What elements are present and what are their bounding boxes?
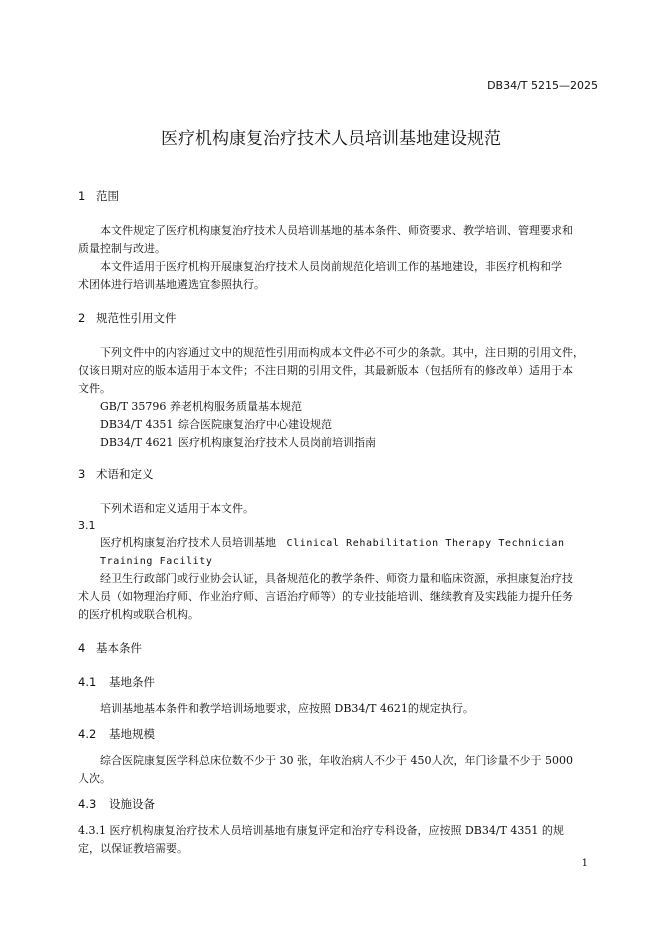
reference-title: 医疗机构康复治疗技术人员岗前培训指南 [178, 436, 376, 449]
term-definition-line2: 术人员（如物理治疗师、作业治疗师、言语治疗师等）的专业技能培训、继续教育及实践能力提升任务 [78, 590, 573, 603]
section-number: 2 [78, 311, 86, 325]
s1-para2-line2: 术团体进行培训基地遴选宜参照执行。 [78, 278, 265, 291]
reference-item [100, 416, 332, 432]
s1-para1-line2: 质量控制与改进。 [78, 242, 166, 255]
subsection-title: 基地条件 [109, 675, 155, 689]
subsection-4-2-heading [78, 726, 155, 742]
section-4-heading [78, 640, 142, 656]
s3-intro: 下列术语和定义适用于本文件。 [100, 502, 254, 515]
reference-code: GB/T 35796 [100, 400, 167, 413]
reference-item [100, 434, 376, 450]
reference-item [100, 398, 302, 414]
subsection-title: 设施设备 [109, 797, 155, 811]
term-english: Clinical Rehabilitation Therapy Technician Training Facility [100, 538, 565, 567]
subsection-number: 4.2 [78, 727, 97, 741]
section-3-heading [78, 466, 154, 482]
s1-para1-line1: 本文件规定了医疗机构康复治疗技术人员培训基地的基本条件、师资要求、教学培训、管理要求和 [100, 224, 573, 237]
term-entry [100, 534, 599, 570]
section-title: 基本条件 [96, 641, 142, 655]
subsection-number: 4.3 [78, 797, 97, 811]
s2-para-line3: 文件。 [78, 382, 111, 395]
section-title: 规范性引用文件 [96, 311, 177, 325]
section-1-heading [78, 188, 119, 204]
term-chinese: 医疗机构康复治疗技术人员培训基地 [100, 536, 276, 549]
section-title: 范围 [96, 189, 119, 203]
page-number: 1 [581, 858, 588, 869]
section-number: 4 [78, 641, 86, 655]
section-number: 3 [78, 467, 86, 481]
s2-para-line1: 下列文件中的内容通过文中的规范性引用而构成本文件必不可少的条款。其中，注日期的引用文件， [100, 346, 584, 359]
reference-title: 养老机构服务质量基本规范 [170, 400, 302, 413]
section-2-heading [78, 310, 177, 326]
s2-para-line2: 仅该日期对应的版本适用于本文件；不注日期的引用文件，其最新版本（包括所有的修改单）适用于本 [78, 364, 573, 377]
document-title: 医疗机构康复治疗技术人员培训基地建设规范 [161, 129, 501, 149]
term-definition-line1: 经卫生行政部门或行业协会认证，具备规范化的教学条件、师资力量和临床资源，承担康复治疗技 [100, 572, 573, 585]
reference-code: DB34/T 4621 [100, 436, 174, 449]
s42-line1: 综合医院康复医学科总床位数不少于 30 张，年收治病人不少于 450人次，年门诊量不少于 5000 [100, 754, 573, 767]
subsection-4-1-heading [78, 674, 155, 690]
document-code: DB34/T 5215—2025 [487, 79, 598, 92]
section-number: 1 [78, 189, 86, 203]
term-number: 3.1 [78, 519, 96, 532]
term-definition-line3: 的医疗机构或联合机构。 [78, 608, 199, 621]
subsection-title: 基地规模 [109, 727, 155, 741]
s431-line1: 4.3.1 医疗机构康复治疗技术人员培训基地有康复评定和治疗专科设备，应按照 DB34/T 4351 的规 [78, 824, 564, 837]
reference-title: 综合医院康复治疗中心建设规范 [178, 418, 332, 431]
s431-line2: 定，以保证教培需要。 [78, 842, 188, 855]
section-title: 术语和定义 [96, 467, 154, 481]
s42-line2: 人次。 [78, 772, 111, 785]
subsection-4-3-heading [78, 796, 155, 812]
s1-para2-line1: 本文件适用于医疗机构开展康复治疗技术人员岗前规范化培训工作的基地建设，非医疗机构和学 [100, 260, 562, 273]
reference-code: DB34/T 4351 [100, 418, 174, 431]
subsection-number: 4.1 [78, 675, 97, 689]
s41-text: 培训基地基本条件和教学培训场地要求，应按照 DB34/T 4621的规定执行。 [100, 702, 474, 715]
